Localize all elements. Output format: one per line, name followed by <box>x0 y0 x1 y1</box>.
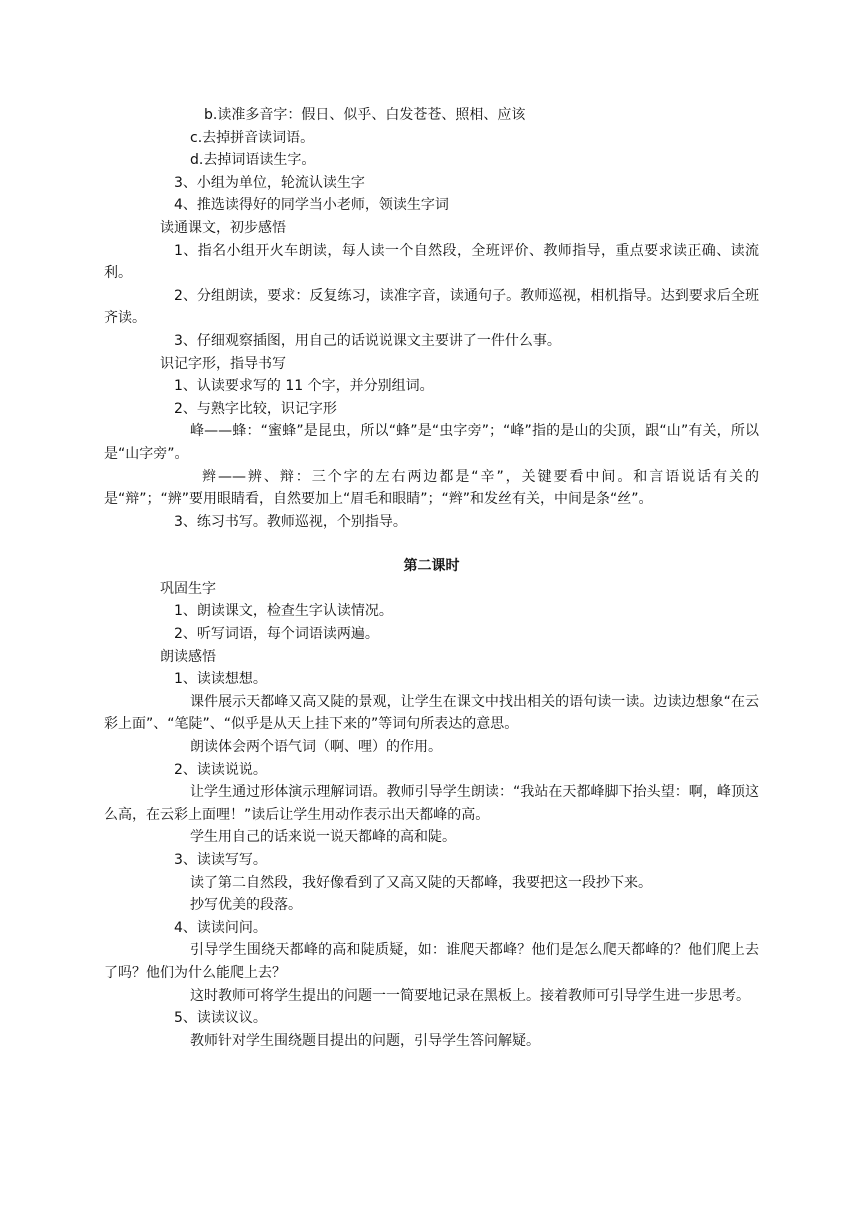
paragraph: 读了第二自然段，我好像看到了又高又陡的天都峰，我要把这一段抄下来。 <box>190 874 652 891</box>
list-item: 3、读读写写。 <box>174 852 267 868</box>
list-item: 3、仔细观察插图，用自己的话说说课文主要讲了一件什么事。 <box>174 332 561 349</box>
list-item: 5、读读议议。 <box>174 1010 267 1027</box>
subheading: 巩固生字 <box>160 580 216 597</box>
paragraph: 教师针对学生围绕题目提出的问题，引导学生答问解疑。 <box>190 1032 540 1049</box>
section-title: 第二课时 <box>403 558 460 575</box>
paragraph: 引导学生围绕天都峰的高和陡质疑，如：谁爬天都峰？他们是怎么爬天都峰的？他们爬上去了吗？他们为什么能爬上去？ <box>104 942 759 981</box>
list-item: 3、小组为单位，轮流认读生字 <box>174 174 365 191</box>
list-item: 4、推选读得好的同学当小老师，领读生字词 <box>174 197 449 214</box>
list-item: c.去掉拼音读词语。 <box>190 129 315 146</box>
list-item: 2、读读说说。 <box>174 761 267 778</box>
list-item: d.去掉词语读生字。 <box>190 152 316 169</box>
paragraph: 课件展示天都峰又高又陡的景观，让学生在课文中找出相关的语句读一读。边读边想象“在云彩上面”、“笔陡”、“似乎是从天上挂下来的”等词句所表达的意思。 <box>104 693 759 733</box>
paragraph: 辫——辨、辩：三个字的左右两边都是“辛”，关键要看中间。和言语说话有关的是“辩”；“辨”要用眼睛看，自然要加上“眉毛和眼睛”；“辫”和发丝有关，中间是条“丝”。 <box>104 468 759 508</box>
subheading: 读通课文，初步感悟 <box>160 219 286 236</box>
document-body <box>104 104 759 1052</box>
paragraph: 抄写优美的段落。 <box>190 897 302 914</box>
paragraph: 朗读体会两个语气词（啊、哩）的作用。 <box>190 739 442 756</box>
subheading: 朗读感悟 <box>160 648 216 665</box>
paragraph: 让学生通过形体演示理解词语。教师引导学生朗读：“我站在天都峰脚下抬头望：啊，峰顶这么高，在云彩上面哩！”读后让学生用动作表示出天都峰的高。 <box>104 784 759 823</box>
list-item: 1、朗读课文，检查生字认读情况。 <box>174 603 393 620</box>
list-item: 1、读读想想。 <box>174 671 267 688</box>
paragraph: 学生用自己的话来说一说天都峰的高和陡。 <box>190 829 456 846</box>
paragraph: 峰——蜂：“蜜蜂”是昆虫，所以“蜂”是“虫字旁”；“峰”指的是山的尖顶，跟“山”有关，所以是“山字旁”。 <box>104 423 759 462</box>
paragraph: 这时教师可将学生提出的问题一一简要地记录在黑板上。接着教师可引导学生进一步思考。 <box>190 987 750 1004</box>
paragraph: 2、分组朗读，要求：反复练习，读准字音，读通句子。教师巡视，相机指导。达到要求后全班齐读。 <box>104 287 759 327</box>
list-item: 2、听写词语，每个词语读两遍。 <box>174 626 379 643</box>
list-item: 3、练习书写。教师巡视，个别指导。 <box>174 513 407 530</box>
list-item: 1、认读要求写的 11 个字，并分别组词。 <box>174 378 434 395</box>
subheading: 识记字形，指导书写 <box>160 355 286 372</box>
list-item: 2、与熟字比较，识记字形 <box>174 400 337 417</box>
list-item: b.读准多音字：假日、似乎、白发苍苍、照相、应该 <box>204 107 526 123</box>
paragraph: 1、指名小组开火车朗读，每人读一个自然段，全班评价、教师指导，重点要求读正确、读流利。 <box>104 242 759 282</box>
list-item: 4、读读问问。 <box>174 919 267 936</box>
